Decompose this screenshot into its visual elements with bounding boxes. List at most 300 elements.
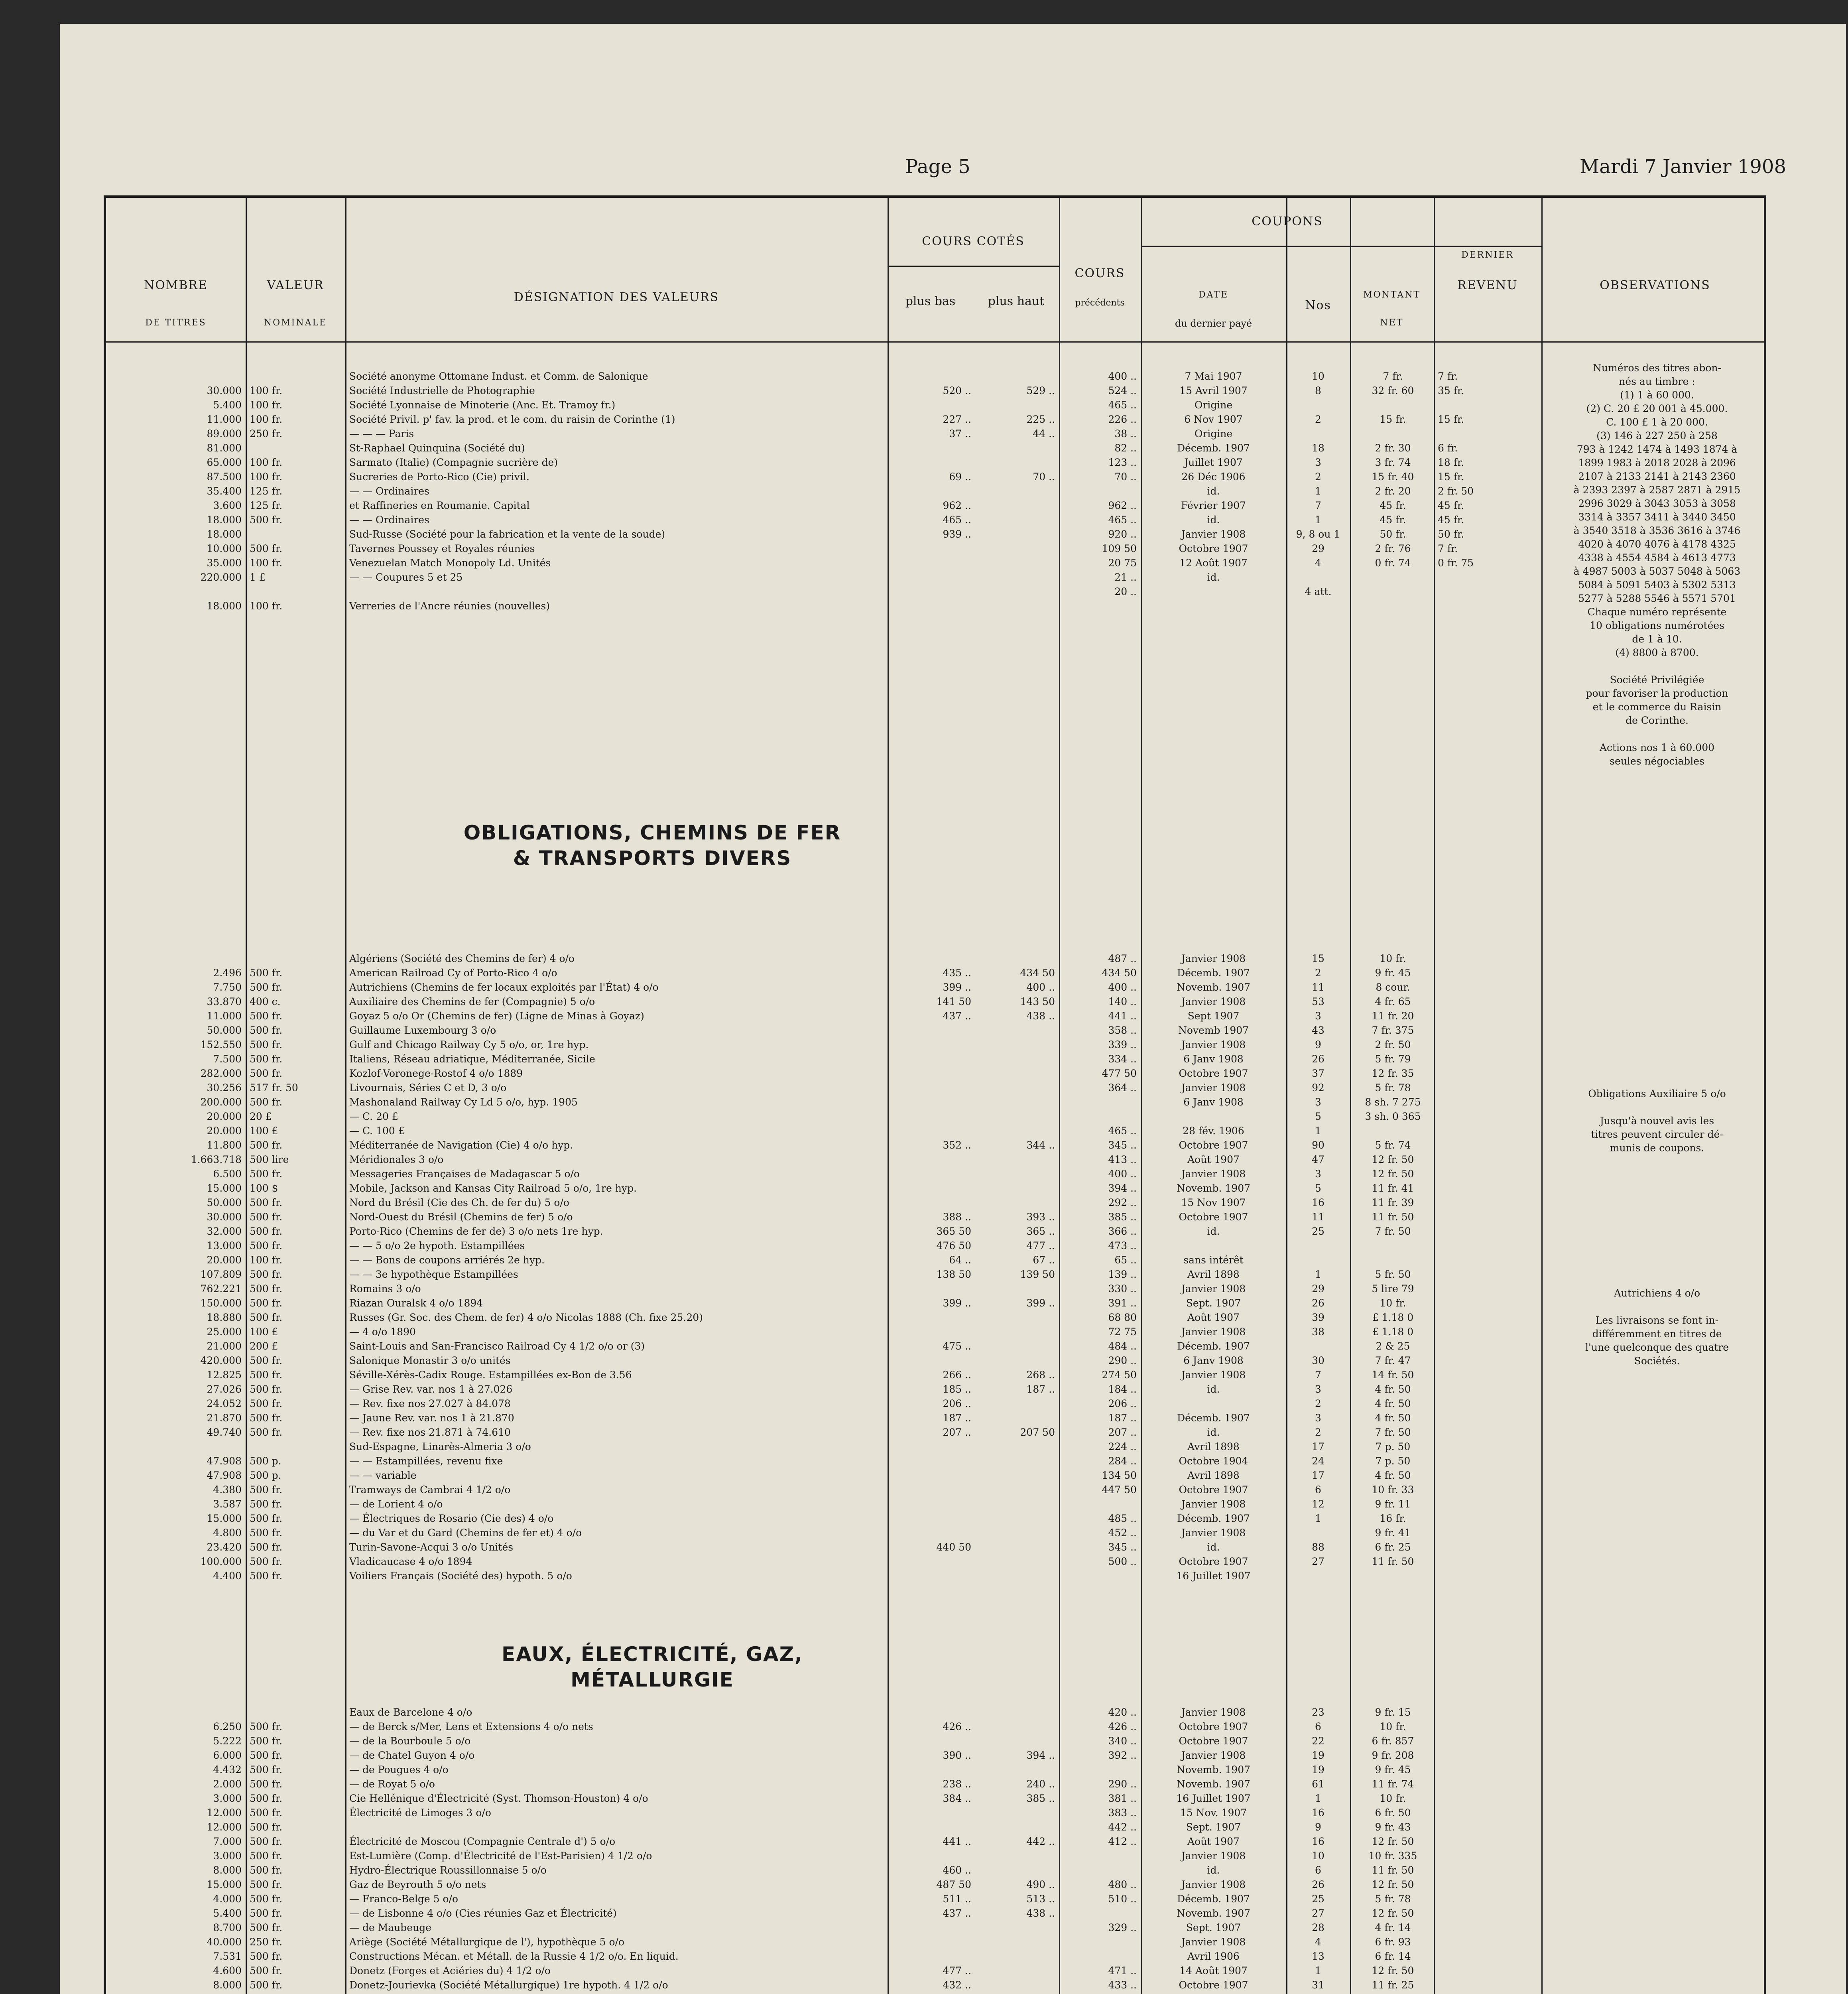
observation-line: Chaque numéro représente [1587, 606, 1727, 618]
cell-date: Août 1907 [1187, 1836, 1240, 1847]
section-title-obligations-chemins-de-fer [417, 820, 888, 871]
cell-numero [1288, 1526, 1348, 1540]
cell-plus-bas [892, 1440, 971, 1454]
cell-revenu [1438, 1964, 1539, 1978]
cell-nombre: 30.256 [207, 1082, 242, 1094]
cell-valeur: 500 fr. [250, 1922, 283, 1933]
cell-precedents: 292 .. [1108, 1197, 1137, 1208]
cell-nombre: 7.531 [213, 1951, 242, 1962]
cell-revenu [1438, 1224, 1539, 1239]
cell-nombre: 15.000 [207, 1879, 242, 1890]
cell-nombre: 8.000 [213, 1864, 242, 1876]
cell-plus-bas: 138 50 [936, 1269, 971, 1280]
cell-numero: 1 [1315, 1793, 1321, 1804]
cell-precedents: 484 .. [1108, 1340, 1137, 1352]
cell-montant: 9 fr. 11 [1375, 1498, 1411, 1510]
cell-valeur: 400 c. [250, 996, 281, 1007]
cell-precedents: 339 .. [1108, 1039, 1137, 1050]
cell-revenu [1438, 1949, 1539, 1964]
cell-numero: 15 [1312, 953, 1324, 964]
cell-valeur: 250 fr. [250, 428, 283, 439]
cell-date: 15 Nov. 1907 [1180, 1807, 1247, 1819]
cell-designation: — — Estampillées, revenu fixe [349, 1455, 503, 1467]
cell-montant: 8 sh. 7 275 [1365, 1096, 1421, 1108]
cell-numero: 25 [1312, 1893, 1324, 1905]
cell-designation: Mashonaland Railway Cy Ld 5 o/o, hyp. 1905 [349, 1096, 578, 1108]
cell-montant: 9 fr. 43 [1375, 1821, 1411, 1833]
cell-plus-bas [892, 585, 971, 599]
cell-revenu [1438, 1368, 1539, 1382]
cell-numero: 19 [1312, 1750, 1324, 1761]
cell-revenu [1438, 1354, 1539, 1368]
cell-numero: 4 [1315, 1936, 1321, 1948]
cell-montant: 7 fr. 50 [1375, 1226, 1411, 1237]
header-nominale: NOMINALE [264, 318, 327, 328]
cell-precedents: 480 .. [1108, 1879, 1137, 1890]
cell-numero [1288, 427, 1348, 441]
cell-numero: 5 [1315, 1111, 1321, 1122]
cell-revenu: 6 fr. [1438, 442, 1458, 454]
header-cours-cotes: COURS COTÉS [922, 234, 1025, 248]
cell-revenu [1438, 1921, 1539, 1935]
cell-nombre [110, 1705, 242, 1720]
cell-plus-bas: 939 .. [943, 528, 971, 540]
cell-designation: Méditerranée de Navigation (Cie) 4 o/o hyp. [349, 1139, 573, 1151]
cell-plus-bas [892, 1820, 971, 1834]
observation-line: 10 obligations numérotées [1590, 620, 1724, 631]
observation-line: 4338 à 4554 4584 à 4613 4773 [1578, 552, 1736, 564]
cell-valeur: 500 fr. [250, 1068, 283, 1079]
cell-numero: 61 [1312, 1778, 1324, 1790]
observation-line: 2107 à 2133 2141 à 2143 2360 [1578, 471, 1736, 482]
observation-line: Actions nos 1 à 60.000 [1599, 742, 1715, 753]
cell-date: Janvier 1908 [1181, 1498, 1246, 1510]
cell-montant: 45 fr. [1380, 514, 1406, 526]
cell-precedents: 290 .. [1108, 1355, 1137, 1366]
cell-numero [1288, 1253, 1348, 1267]
cell-numero: 1 [1315, 1513, 1321, 1524]
cell-numero: 8 [1315, 385, 1321, 396]
cell-nombre: 107.809 [200, 1269, 242, 1280]
cell-montant: 3 sh. 0 365 [1365, 1111, 1421, 1122]
cell-plus-haut: 442 .. [1026, 1836, 1055, 1847]
cell-plus-haut: 385 .. [1026, 1793, 1055, 1804]
cell-nombre: 18.000 [207, 514, 242, 526]
cell-date: Janvier 1908 [1181, 1283, 1246, 1295]
observations-notes-3 [1549, 1287, 1765, 1368]
cell-nombre: 15.000 [207, 1513, 242, 1524]
cell-montant: 4 fr. 50 [1375, 1412, 1411, 1424]
cell-plus-bas [892, 455, 971, 470]
cell-plus-haut [975, 1964, 1055, 1978]
cell-plus-bas [892, 369, 971, 384]
cell-revenu: 7 fr. [1438, 370, 1458, 382]
observation-line: titres peuvent circuler dé- [1591, 1129, 1723, 1140]
observation-line: Jusqu'à nouvel avis les [1600, 1115, 1714, 1127]
cell-plus-haut: 268 .. [1026, 1369, 1055, 1381]
cell-date: Octobre 1907 [1179, 1484, 1248, 1496]
cell-revenu [1438, 1992, 1539, 1994]
cell-date: Janvier 1908 [1181, 1168, 1246, 1180]
cell-designation: Guillaume Luxembourg 3 o/o [349, 1025, 496, 1036]
cell-plus-bas [892, 1325, 971, 1339]
cell-plus-bas: 475 .. [943, 1340, 971, 1352]
cell-montant [1354, 585, 1432, 599]
cell-plus-bas: 476 50 [936, 1240, 971, 1251]
cell-nombre: 30.000 [207, 1211, 242, 1223]
cell-numero: 2 [1315, 414, 1321, 425]
cell-precedents: 920 .. [1108, 528, 1137, 540]
cell-designation: — de Royat 5 o/o [349, 1778, 435, 1790]
cell-date [1145, 1109, 1282, 1124]
cell-plus-haut [975, 1978, 1055, 1992]
cell-valeur: 500 fr. [250, 1836, 283, 1847]
cell-revenu [1438, 1935, 1539, 1949]
cell-plus-haut [975, 1023, 1055, 1038]
column-rule [888, 198, 889, 1994]
cell-numero: 88 [1312, 1541, 1324, 1553]
cell-revenu [1438, 966, 1539, 980]
cell-date: Avril 1906 [1187, 1951, 1240, 1962]
cell-valeur [250, 952, 341, 966]
cell-precedents [1063, 1095, 1137, 1109]
cell-nombre: 12.000 [207, 1807, 242, 1819]
cell-montant [1354, 1569, 1432, 1583]
observation-line: Numéros des titres abon- [1593, 362, 1721, 374]
cell-plus-haut [975, 542, 1055, 556]
section-title-line: OBLIGATIONS, CHEMINS DE FER [463, 821, 841, 844]
cell-plus-bas [892, 1511, 971, 1526]
cell-plus-bas: 37 .. [949, 428, 971, 439]
cell-plus-bas [892, 1066, 971, 1081]
cell-nombre: 12.825 [207, 1369, 242, 1381]
cell-plus-haut [975, 455, 1055, 470]
cell-numero: 13 [1312, 1951, 1324, 1962]
cell-valeur: 500 fr. [250, 1427, 283, 1438]
cell-precedents: 20 .. [1114, 586, 1137, 597]
cell-plus-haut [975, 1497, 1055, 1511]
cell-montant: £ 1.18 0 [1372, 1326, 1414, 1338]
cell-plus-bas [892, 398, 971, 412]
cell-revenu [1438, 1023, 1539, 1038]
cell-nombre: 50.000 [207, 1025, 242, 1036]
cell-date: Décemb. 1907 [1177, 1513, 1250, 1524]
cell-numero: 25 [1312, 1226, 1324, 1237]
column-rule [1059, 198, 1060, 1994]
cell-nombre: 20.000 [207, 1125, 242, 1137]
cell-precedents: 487 .. [1108, 953, 1137, 964]
cell-montant: 9 fr. 41 [1375, 1527, 1411, 1539]
cell-numero: 6 [1315, 1484, 1321, 1496]
cell-date: Sept. 1907 [1186, 1297, 1241, 1309]
cell-revenu [1438, 1267, 1539, 1282]
cell-montant [1354, 1124, 1432, 1138]
cell-plus-haut: 490 .. [1026, 1879, 1055, 1890]
cell-date: 28 fév. 1906 [1183, 1125, 1244, 1137]
cell-valeur: 500 fr. [250, 1541, 283, 1553]
cell-plus-bas: 227 .. [943, 414, 971, 425]
cell-precedents: 345 .. [1108, 1541, 1137, 1553]
securities-table [104, 195, 1766, 1994]
cell-nombre [110, 1992, 242, 1994]
cell-plus-bas: 69 .. [949, 471, 971, 483]
cell-valeur: 500 fr. [250, 543, 283, 554]
cell-plus-bas: 962 .. [943, 500, 971, 511]
cell-valeur: 500 fr. [250, 1778, 283, 1790]
cell-date: Avril 1898 [1187, 1269, 1240, 1280]
cell-revenu [1438, 1397, 1539, 1411]
cell-plus-haut [975, 1555, 1055, 1569]
cell-numero: 29 [1312, 543, 1324, 554]
cell-montant: 32 fr. 60 [1372, 385, 1414, 396]
cell-plus-haut: 438 .. [1026, 1907, 1055, 1919]
cell-montant: 10 fr. [1380, 953, 1406, 964]
cell-revenu [1438, 1791, 1539, 1806]
cell-precedents: 366 .. [1108, 1226, 1137, 1237]
cell-revenu [1438, 1777, 1539, 1791]
column-designation [349, 952, 884, 1583]
cell-valeur: 100 fr. [250, 557, 283, 569]
cell-nombre: 2.000 [213, 1778, 242, 1790]
cell-precedents: 452 .. [1108, 1527, 1137, 1539]
observation-line [1549, 727, 1765, 741]
cell-designation: Société Privil. p' fav. la prod. et le com. du raisin de Corinthe (1) [349, 414, 675, 425]
cell-nombre: 47.908 [207, 1455, 242, 1467]
cell-plus-haut: 44 .. [1033, 428, 1055, 439]
cell-valeur [250, 369, 341, 384]
cell-designation: — de Chatel Guyon 4 o/o [349, 1750, 475, 1761]
header-rule [1141, 246, 1541, 247]
cell-valeur: 500 p. [250, 1455, 281, 1467]
cell-plus-haut [975, 1734, 1055, 1748]
cell-montant: 11 fr. 74 [1372, 1778, 1414, 1790]
cell-precedents: 224 .. [1108, 1441, 1137, 1452]
observation-line: à 3540 3518 à 3536 3616 à 3746 [1573, 525, 1741, 536]
cell-nombre: 81.000 [207, 442, 242, 454]
cell-valeur: 500 fr. [250, 1979, 283, 1991]
cell-revenu [1438, 1138, 1539, 1153]
cell-valeur: 250 fr. [250, 1936, 283, 1948]
cell-plus-bas: 207 .. [943, 1427, 971, 1438]
cell-precedents: 334 .. [1108, 1053, 1137, 1065]
cell-montant: 2 fr. 50 [1375, 1039, 1411, 1050]
observation-line: pour favoriser la production [1586, 688, 1728, 699]
cell-plus-haut [975, 398, 1055, 412]
cell-date: id. [1207, 514, 1220, 526]
cell-date: 6 Janv 1908 [1183, 1096, 1244, 1108]
cell-precedents: 473 .. [1108, 1240, 1137, 1251]
cell-precedents: 524 .. [1108, 385, 1137, 396]
cell-montant: 11 fr. 25 [1372, 1979, 1414, 1991]
cell-precedents: 364 .. [1108, 1082, 1137, 1094]
cell-montant: 5 fr. 78 [1375, 1893, 1411, 1905]
cell-date: Sept. 1907 [1186, 1821, 1241, 1833]
cell-valeur: 500 fr. [250, 1764, 283, 1775]
cell-valeur: 500 fr. [250, 514, 283, 526]
cell-plus-bas [892, 1483, 971, 1497]
cell-date: Janvier 1908 [1181, 1326, 1246, 1338]
cell-montant: 10 fr. 335 [1368, 1850, 1417, 1862]
cell-numero: 27 [1312, 1556, 1324, 1567]
cell-plus-haut [975, 1038, 1055, 1052]
cell-montant: 6 fr. 50 [1375, 1807, 1411, 1819]
cell-valeur: 500 fr. [250, 1527, 283, 1539]
observation-line: de Corinthe. [1626, 715, 1689, 726]
cell-montant: 5 lire 79 [1372, 1283, 1414, 1295]
cell-date: Juillet 1907 [1184, 457, 1243, 468]
cell-date: id. [1207, 1864, 1220, 1876]
cell-plus-haut [975, 1540, 1055, 1555]
cell-numero: 11 [1312, 1211, 1324, 1223]
observation-line: Société Privilégiée [1610, 674, 1704, 686]
cell-date: Octobre 1907 [1179, 543, 1248, 554]
cell-nombre: 3.000 [213, 1793, 242, 1804]
cell-revenu [1438, 1038, 1539, 1052]
header-net: NET [1380, 318, 1404, 328]
cell-date: Octobre 1907 [1179, 1068, 1248, 1079]
cell-nombre: 11.000 [207, 1010, 242, 1022]
cell-plus-bas [892, 1849, 971, 1863]
cell-date: Décemb. 1907 [1177, 442, 1250, 454]
cell-nombre: 282.000 [200, 1068, 242, 1079]
cell-montant: 12 fr. 50 [1372, 1154, 1414, 1165]
cell-designation: Cie Hellénique d'Électricité (Syst. Thomson-Houston) 4 o/o [349, 1793, 648, 1804]
cell-nombre: 3.600 [213, 500, 242, 511]
cell-designation: Nord du Brésil (Cie des Ch. de fer du) 5 o/o [349, 1197, 569, 1208]
cell-plus-haut: 240 .. [1026, 1778, 1055, 1790]
cell-designation: Gaz de Beyrouth 5 o/o nets [349, 1879, 486, 1890]
cell-valeur: 500 fr. [250, 1211, 283, 1223]
cell-precedents [1063, 1109, 1137, 1124]
cell-valeur: 500 fr. [250, 1907, 283, 1919]
cell-plus-haut [975, 599, 1055, 613]
cell-date: Novemb 1907 [1178, 1025, 1249, 1036]
observation-line: 2996 3029 à 3043 3053 à 3058 [1578, 498, 1736, 509]
cell-revenu [1438, 585, 1539, 599]
cell-designation: Saint-Louis and San-Francisco Railroad Cy 4 1/2 o/o or (3) [349, 1340, 645, 1352]
column-date [1145, 1705, 1282, 1994]
cell-numero: 4 att. [1305, 586, 1332, 597]
cell-precedents: 358 .. [1108, 1025, 1137, 1036]
header-coupons: COUPONS [1252, 215, 1323, 229]
cell-precedents: 21 .. [1114, 571, 1137, 583]
cell-montant: 0 fr. 74 [1375, 557, 1411, 569]
cell-plus-haut [975, 1066, 1055, 1081]
cell-precedents: 447 50 [1102, 1484, 1137, 1496]
cell-nombre: 6.500 [213, 1168, 242, 1180]
cell-precedents: 134 50 [1102, 1470, 1137, 1481]
cell-nombre: 18.880 [207, 1312, 242, 1323]
cell-designation: Sud-Russe (Société pour la fabrication et la vente de la soude) [349, 528, 665, 540]
cell-numero: 27 [1312, 1907, 1324, 1919]
column-valeur [250, 1705, 341, 1994]
observation-line: et le commerce du Raisin [1592, 701, 1722, 713]
cell-revenu [1438, 1124, 1539, 1138]
cell-valeur: 100 fr. [250, 457, 283, 468]
cell-precedents: 109 50 [1102, 543, 1137, 554]
cell-plus-haut [975, 1763, 1055, 1777]
observation-line: (1) 1 à 60 000. [1620, 389, 1694, 401]
cell-designation: Nord-Ouest du Brésil (Chemins de fer) 5 o/o [349, 1211, 573, 1223]
cell-revenu [1438, 599, 1539, 613]
cell-plus-bas [892, 1081, 971, 1095]
cell-revenu [1438, 1892, 1539, 1906]
cell-designation: — C. 100 £ [349, 1125, 405, 1137]
cell-numero: 6 [1315, 1721, 1321, 1732]
cell-montant: 6 fr. 857 [1372, 1735, 1414, 1747]
cell-valeur: 500 fr. [250, 1793, 283, 1804]
cell-numero [1288, 398, 1348, 412]
cell-designation: — — Ordinaires [349, 514, 429, 526]
cell-date: Janvier 1908 [1181, 1706, 1246, 1718]
cell-valeur: 517 fr. 50 [250, 1082, 298, 1094]
cell-precedents [1063, 1497, 1137, 1511]
cell-valeur: 500 fr. [250, 1807, 283, 1819]
cell-date: Novemb. 1907 [1176, 1907, 1251, 1919]
cell-nombre: 762.221 [200, 1283, 242, 1295]
cell-montant: 9 fr. 45 [1375, 967, 1411, 979]
cell-designation: — de Maubeuge [349, 1922, 431, 1933]
cell-plus-haut [975, 1153, 1055, 1167]
column-rule [246, 198, 247, 1994]
cell-nombre: 4.600 [213, 1965, 242, 1976]
cell-date [1145, 1239, 1282, 1253]
section-title-eaux-electricite: EAUX, ÉLECTRICITÉ, GAZ, MÉTALLURGIE [502, 1643, 803, 1691]
cell-valeur: 500 fr. [250, 1226, 283, 1237]
cell-date: Avril 1898 [1187, 1441, 1240, 1452]
cell-revenu [1438, 1748, 1539, 1763]
cell-plus-bas: 511 .. [943, 1893, 971, 1905]
cell-numero: 3 [1315, 1168, 1321, 1180]
cell-plus-bas [892, 441, 971, 455]
cell-montant: 11 fr. 50 [1372, 1211, 1414, 1223]
cell-plus-bas: 388 .. [943, 1211, 971, 1223]
cell-revenu [1438, 952, 1539, 966]
cell-date: Octobre 1904 [1179, 1455, 1248, 1467]
observation-line: à 2393 2397 à 2587 2871 à 2915 [1573, 484, 1741, 496]
cell-plus-bas [892, 1354, 971, 1368]
cell-valeur: 500 fr. [250, 1383, 283, 1395]
cell-revenu [1438, 1978, 1539, 1992]
cell-precedents: 329 .. [1108, 1922, 1137, 1933]
cell-plus-haut [975, 1109, 1055, 1124]
cell-valeur: 500 fr. [250, 1498, 283, 1510]
cell-plus-haut: 513 .. [1026, 1893, 1055, 1905]
cell-montant: 4 fr. 50 [1375, 1398, 1411, 1409]
cell-plus-bas [892, 1992, 971, 1994]
cell-plus-bas [892, 1763, 971, 1777]
observation-line: différemment en titres de [1592, 1328, 1722, 1340]
cell-designation: Société Industrielle de Photographie [349, 385, 535, 396]
cell-designation: Livournais, Séries C et D, 3 o/o [349, 1082, 507, 1094]
cell-numero [1288, 1992, 1348, 1994]
cell-montant: 4 fr. 14 [1375, 1922, 1411, 1933]
cell-revenu: 15 fr. [1438, 414, 1464, 425]
cell-plus-haut: 207 50 [1020, 1427, 1055, 1438]
cell-revenu [1438, 1411, 1539, 1425]
cell-date: Origine [1194, 428, 1233, 439]
cell-plus-bas: 266 .. [943, 1369, 971, 1381]
cell-valeur: 1 £ [250, 571, 266, 583]
cell-designation: — — Ordinaires [349, 485, 429, 497]
column-montant [1354, 952, 1432, 1583]
cell-designation: Russes (Gr. Soc. des Chem. de fer) 4 o/o Nicolas 1888 (Ch. fixe 25.20) [349, 1312, 703, 1323]
cell-nombre: 23.420 [207, 1541, 242, 1553]
cell-montant: 16 fr. [1380, 1513, 1406, 1524]
cell-montant: 12 fr. 50 [1372, 1168, 1414, 1180]
cell-designation: — Rev. fixe nos 27.027 à 84.078 [349, 1398, 511, 1409]
cell-numero: 2 [1315, 1398, 1321, 1409]
